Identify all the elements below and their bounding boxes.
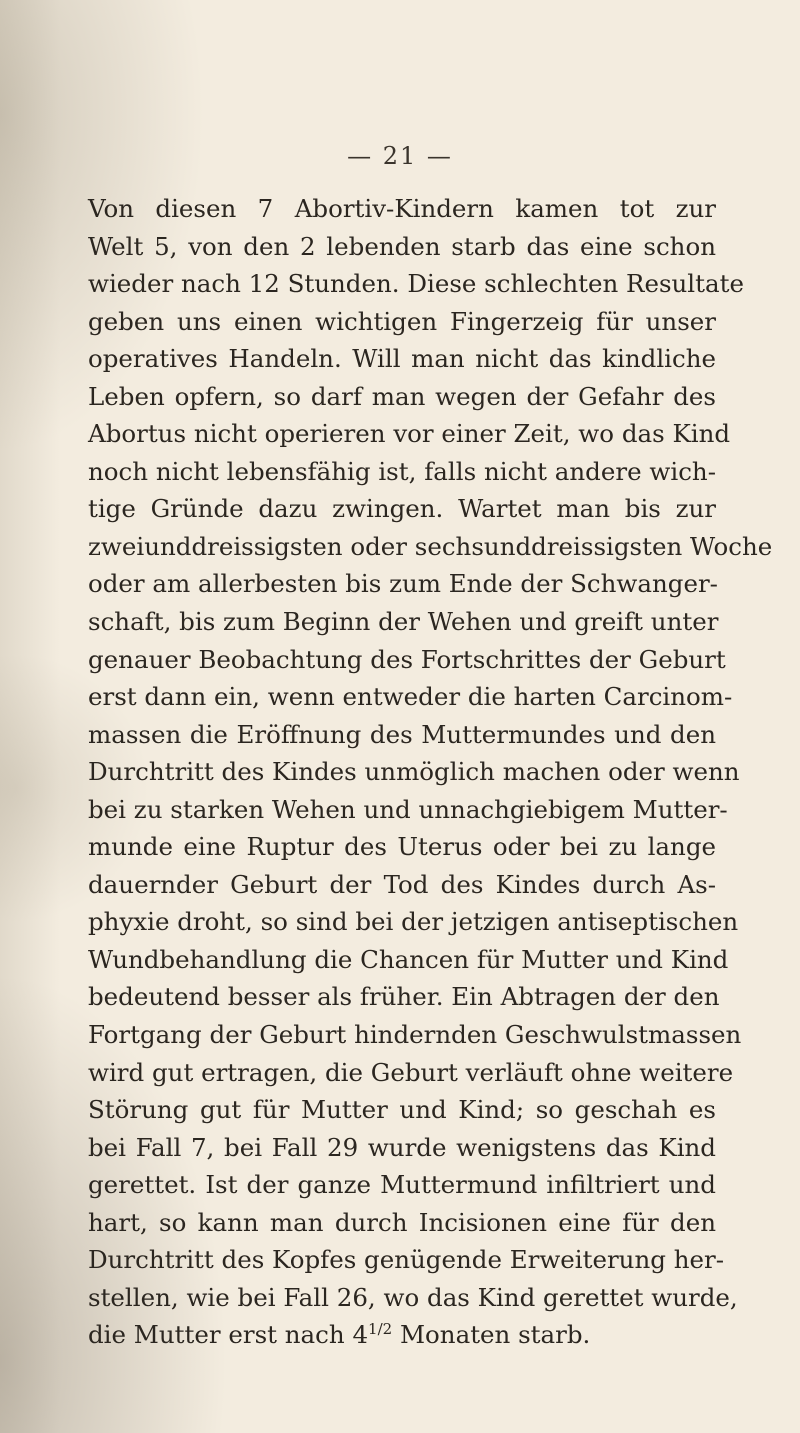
text-line: erst dann ein, wenn entweder die harten Carcinom- [88,682,733,712]
text-line: gerettet. Ist der ganze Muttermund infiltriert und [88,1170,716,1200]
text-line: phyxie droht, so sind bei der jetzigen antiseptischen [88,907,739,937]
text-line: schaft, bis zum Beginn der Wehen und greift unter [88,607,719,637]
last-line-start: die Mutter erst nach 4 [88,1320,369,1350]
text-line: hart, so kann man durch Incisionen eine für den [88,1207,716,1237]
text-line: geben uns einen wichtigen Fingerzeig für unser [88,306,716,336]
text-line: genauer Beobachtung des Fortschrittes der Geburt [88,644,726,674]
text-line: bei zu starken Wehen und unnachgiebigem Mutter- [88,794,728,824]
text-line: bedeutend besser als früher. Ein Abtragen der den [88,982,720,1012]
fraction: 1/2 [368,1320,393,1339]
text-line: Störung gut für Mutter und Kind; so geschah es [88,1095,716,1125]
text-line: munde eine Ruptur des Uterus oder bei zu lange [88,832,716,862]
text-line: Durchtritt des Kopfes genügende Erweiterung her- [88,1245,724,1275]
text-line-last [88,1316,716,1354]
text-line: Fortgang der Geburt hindernden Geschwulstmassen [88,1020,742,1050]
body-text [88,190,773,1354]
text-line: massen die Eröffnung des Muttermundes und den [88,719,716,749]
text-line: noch nicht lebensfähig ist, falls nicht andere wich- [88,456,716,486]
text-line: bei Fall 7, bei Fall 29 wurde wenigstens das Kind [88,1132,716,1162]
text-line: tige Gründe dazu zwingen. Wartet man bis zur [88,494,716,524]
text-line: wieder nach 12 Stunden. Diese schlechten Resultate [88,269,744,299]
text-line: operatives Handeln. Will man nicht das kindliche [88,344,716,374]
text-line: Leben opfern, so darf man wegen der Gefahr des [88,381,716,411]
text-line: zweiunddreissigsten oder sechsunddreissigsten Woche [88,531,773,561]
text-line: Abortus nicht operieren vor einer Zeit, wo das Kind [88,419,731,449]
page-number: — 21 — [347,142,453,170]
last-line-end: Monaten starb. [392,1320,591,1350]
text-line: stellen, wie bei Fall 26, wo das Kind gerettet wurde, [88,1282,738,1312]
text-line: oder am allerbesten bis zum Ende der Schwanger- [88,569,718,599]
text-line: Von diesen 7 Abortiv-Kindern kamen tot zur [88,194,716,223]
text-line: Wundbehandlung die Chancen für Mutter und Kind [88,944,729,974]
text-line: Durchtritt des Kindes unmöglich machen oder wenn [88,757,740,787]
text-line: dauernder Geburt der Tod des Kindes durch As- [88,869,716,899]
text-line: wird gut ertragen, die Geburt verläuft ohne weitere [88,1057,734,1087]
text-line: Welt 5, von den 2 lebenden starb das eine schon [88,231,716,261]
